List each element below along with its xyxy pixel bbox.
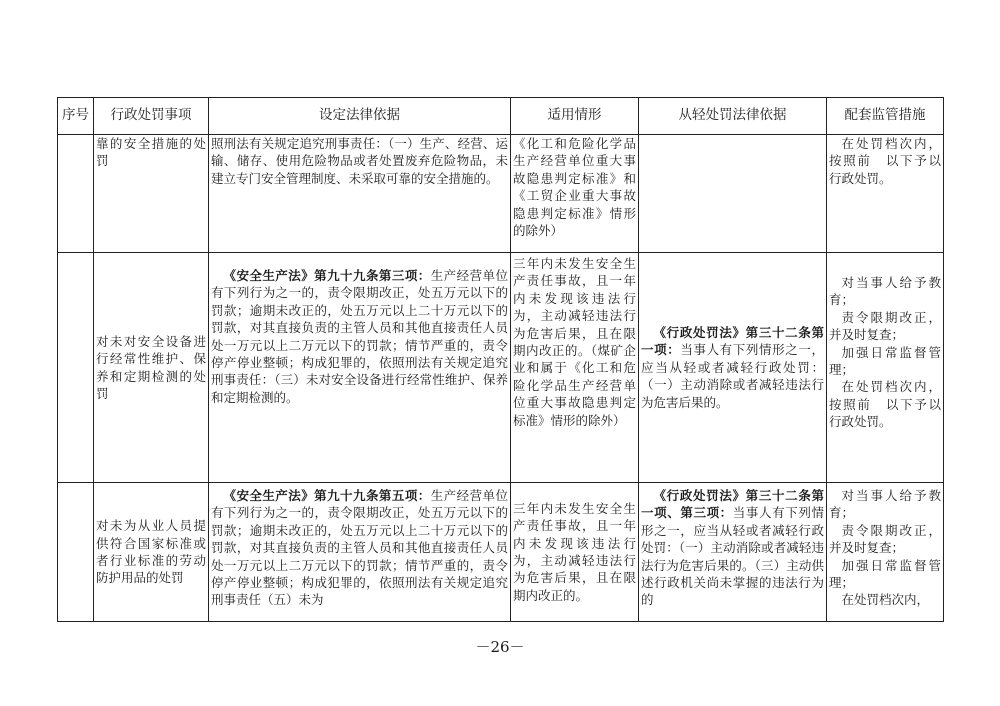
- measure-line: 对当事人给予教育；: [829, 275, 941, 308]
- measure-line: 在处罚档次内，: [841, 592, 930, 608]
- cell-lenient-basis: [639, 483, 827, 622]
- cell-legal-basis: [209, 253, 511, 483]
- cell-item: 对未为从业人员提供符合国家标准或者行业标准的劳动防护用品的处罚: [94, 483, 209, 622]
- table-row: [58, 253, 944, 483]
- cell-seq: [58, 135, 94, 253]
- legal-basis-text: 生产经营单位有下列行为之一的，责令限期改正，处五万元以下的罚款；逾期未改正的，处五万元以上二十万元以下的罚款，对其直接负责的主管人员和其他直接责任人员处一万元以上二万元以下的罚款；情节严重的，责令停产停业整顿；构成犯罪的，依照刑法有关规定追究刑事责任（五）未为: [211, 488, 508, 608]
- measure-line: 对当事人给予教育；: [829, 488, 941, 521]
- cell-seq: [58, 253, 94, 483]
- measure-line: 责令限期改正，并及时复查；: [829, 309, 941, 343]
- lenient-basis-text: 当事人有下列情形之一，应当从轻或者减轻行政处罚：（一）主动消除或者减轻违法行为危害后果的。（三）主动供述行政机关尚未掌握的违法行为的: [641, 505, 824, 608]
- lenient-basis-title: 《行政处罚法》第三十二条第一项：: [641, 324, 824, 358]
- header-measures: 配套监管措施: [827, 98, 944, 135]
- header-seq: 序号: [58, 98, 94, 135]
- cell-situation: 《化工和危险化学品生产经营单位重大事故隐患判定标准》和《工贸企业重大事故隐患判定标准》情形的除外）: [511, 135, 639, 253]
- page-number: －26－: [475, 638, 525, 656]
- cell-legal-basis: 照刑法有关规定追究刑事责任：（一）生产、经营、运输、储存、使用危险物品或者处置废弃危险物品，未建立专门安全管理制度、未采取可靠的安全措施的。: [209, 135, 511, 253]
- legal-basis-title: 《安全生产法》第九十九条第五项：: [223, 488, 431, 503]
- cell-lenient-basis: [639, 135, 827, 253]
- header-legal-basis: 设定法律依据: [209, 98, 511, 135]
- header-lenient-basis: 从轻处罚法律依据: [639, 98, 827, 135]
- measure-line: 在处罚档次内，按照前 以下予以行政处罚。: [829, 379, 941, 430]
- cell-lenient-basis: [639, 253, 827, 483]
- cell-situation: 三年内未发生安全生产责任事故，且一年内未发现该违法行为，主动减轻违法行为危害后果，且在限期内改正的。（煤矿企业和属于《化工和危险化学品生产经营单位重大事故隐患判定标准》情形的除外）: [511, 253, 639, 483]
- lenient-basis-title: 《行政处罚法》第三十二条第一项、第三项：: [641, 488, 824, 521]
- legal-basis-title: 《安全生产法》第九十九条第三项：: [223, 268, 431, 283]
- cell-legal-basis: [209, 483, 511, 622]
- cell-item: 对未对安全设备进行经常性维护、保养和定期检测的处罚: [94, 253, 209, 483]
- table-header-row: [58, 98, 944, 135]
- cell-seq: [58, 483, 94, 622]
- cell-situation: 三年内未发生安全生产责任事故，且一年内未发现该违法行为，主动减轻违法行为危害后果，且在限期内改正的。: [511, 483, 639, 622]
- header-item: 行政处罚事项: [94, 98, 209, 135]
- table-row: [58, 483, 944, 622]
- cell-item: 靠的安全措施的处罚: [94, 135, 209, 253]
- legal-basis-text: 生产经营单位有下列行为之一的，责令限期改正，处五万元以下的罚款；逾期未改正的，处五万元以上二十万元以下的罚款，对其直接负责的主管人员和其他直接责任人员处一万元以上二万元以下的罚款；情节严重的，责令停产停业整顿；构成犯罪的，依照刑法有关规定追究刑事责任：（三）未对安全设备进行经常性维护、保养和定期检测的。: [211, 268, 508, 405]
- header-situation: 适用情形: [511, 98, 639, 135]
- cell-measures: [827, 135, 944, 253]
- penalty-table: [57, 97, 944, 622]
- table-row: [58, 135, 944, 253]
- measure-line: 在处罚档次内，按照前 以下予以行政处罚。: [829, 136, 941, 186]
- measure-line: 加强日常监督管理；: [829, 344, 941, 378]
- lenient-basis-text: 当事人有下列情形之一，应当从轻或者减轻行政处罚：（一）主动消除或者减轻违法行为危害后果的。: [641, 342, 824, 410]
- measure-line: 责令限期改正，并及时复查；: [829, 522, 941, 556]
- cell-measures: [827, 483, 944, 622]
- cell-measures: [827, 253, 944, 483]
- measure-line: 加强日常监督管理；: [829, 557, 941, 591]
